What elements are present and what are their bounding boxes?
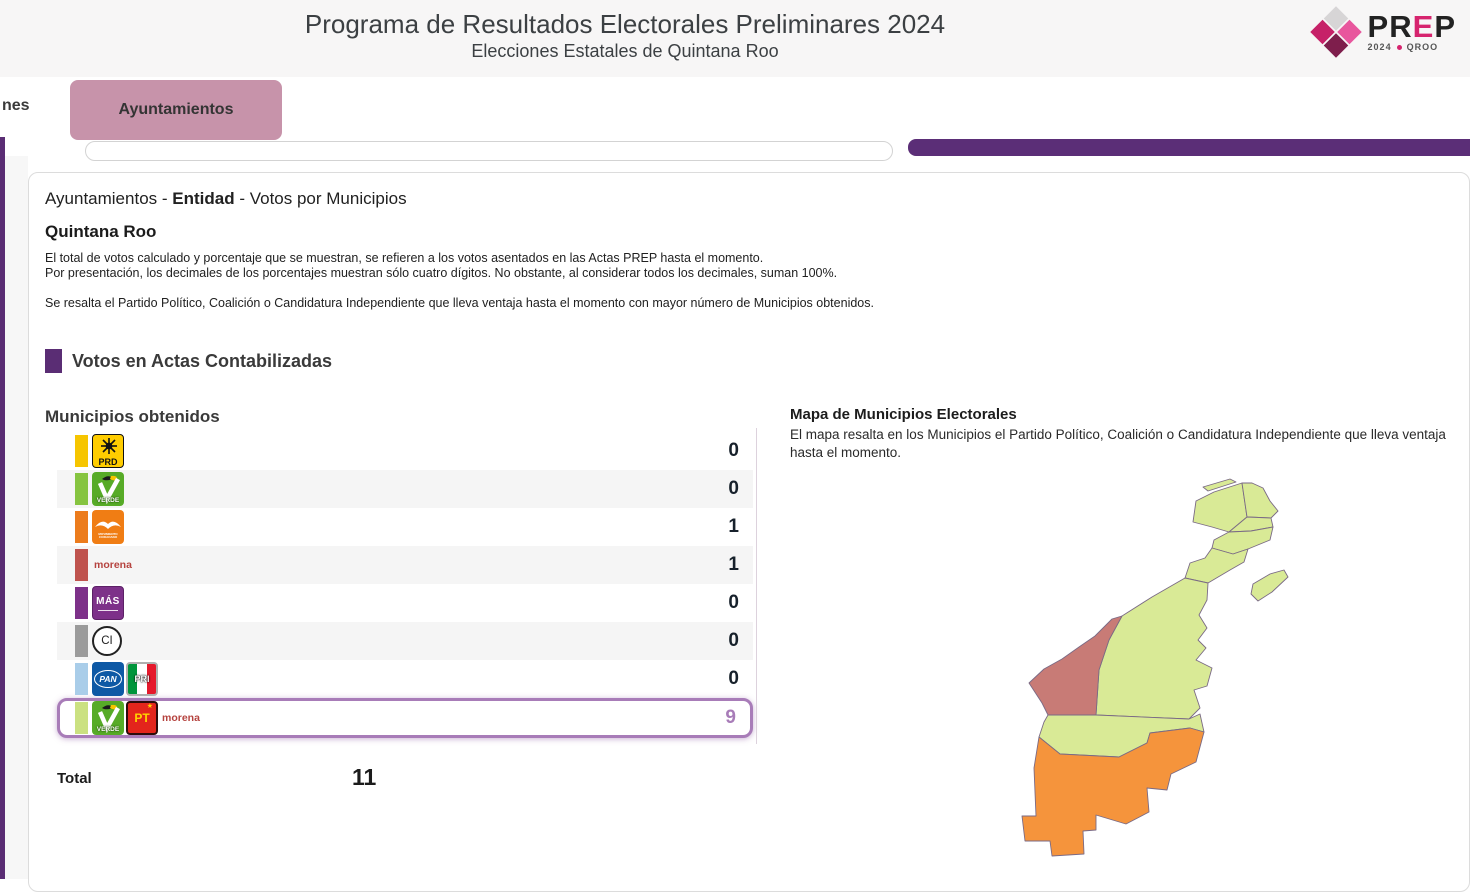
pan-logo: PAN: [92, 662, 124, 696]
municipios-count: 1: [728, 516, 739, 537]
total-value: 11: [352, 764, 377, 790]
left-gutter: [5, 156, 28, 879]
note-line-1: El total de votos calculado y porcentaje que se muestran, se refieren a los votos asentados en las Actas PREP hasta el momento.: [45, 251, 764, 265]
page-title: Programa de Resultados Electorales Preliminares 2024: [304, 9, 946, 39]
municipios-count: 0: [728, 440, 739, 461]
prep-diamond-icon: [1310, 6, 1362, 58]
party-row-verde-pt-morena: [57, 698, 753, 738]
party-row-morena: [57, 546, 753, 584]
verde-logo: VERDE: [92, 701, 124, 735]
municipality-solidaridad[interactable]: [1212, 527, 1273, 554]
prep-logo-subtext: 2024 QROO: [1367, 42, 1439, 52]
pri-logo: PRI: [126, 662, 158, 696]
breadcrumb-entidad: Entidad: [172, 189, 235, 208]
morena-logo: morena: [94, 559, 132, 571]
note-line-2: Por presentación, los decimales de los porcentajes muestran sólo cuatro dígitos. No obstante, al considerar todos los decimales, suman 100%.: [45, 266, 838, 280]
party-row-candidatura-independiente: [57, 622, 753, 660]
party-row-movimiento-ciudadano: [57, 508, 753, 546]
party-color-bar: [75, 473, 88, 505]
section-header: [45, 349, 332, 373]
breadcrumb: Ayuntamientos - Entidad - Votos por Municipios: [45, 189, 407, 208]
list-title: Municipios obtenidos: [45, 407, 220, 426]
vertical-divider: [756, 428, 757, 744]
tab-ayuntamientos[interactable]: Ayuntamientos: [70, 80, 282, 140]
pt-logo: PT ★: [126, 701, 158, 735]
total-label: Total: [57, 770, 92, 787]
prep-logo: [1310, 6, 1456, 58]
verde-logo: VERDE: [92, 472, 124, 506]
party-row-pvem: [57, 470, 753, 508]
prep-wordmark: PREP: [1367, 9, 1456, 44]
municipality-cozumel[interactable]: [1251, 570, 1288, 601]
municipios-count: 0: [728, 478, 739, 499]
page-subtitle: Elecciones Estatales de Quintana Roo: [471, 41, 779, 61]
municipality-benito-juarez[interactable]: [1242, 483, 1278, 518]
morena-logo: morena: [162, 712, 200, 724]
party-rows: [57, 432, 753, 738]
mc-logo: MOVIMIENTO CIUDADANO: [92, 510, 124, 544]
note-line-3: Se resalta el Partido Político, Coalición o Candidatura Independiente que lleva ventaja hasta el momento con mayor número de Municipios obtenidos.: [45, 296, 874, 310]
section-title: Votos en Actas Contabilizadas: [72, 350, 333, 371]
map-description: El mapa resalta en los Municipios el Partido Político, Coalición o Candidatura Independiente que lleva ventaja hasta el momento.: [790, 427, 1446, 460]
map-title: Mapa de Municipios Electorales: [790, 406, 1017, 423]
party-color-bar: [75, 663, 88, 695]
section-marker-icon: [45, 349, 62, 373]
ci-logo: CI: [92, 626, 122, 656]
mas-logo: MÁS: [92, 586, 124, 620]
party-color-bar: [75, 587, 88, 619]
party-row-pan-pri: [57, 660, 753, 698]
party-color-bar: [75, 549, 88, 581]
municipality-tulum[interactable]: [1185, 548, 1248, 583]
party-row-prd: [57, 432, 753, 470]
qroo-map: [1000, 470, 1330, 880]
party-row-mas: [57, 584, 753, 622]
purple-accent-bar: [908, 139, 1470, 156]
tab-diputaciones-partial[interactable]: nes: [2, 97, 30, 114]
municipios-count: 0: [728, 592, 739, 613]
party-color-bar: [75, 702, 88, 734]
party-color-bar: [75, 511, 88, 543]
prd-logo: PRD: [92, 434, 124, 468]
municipios-count: 0: [728, 668, 739, 689]
state-name: Quintana Roo: [45, 222, 157, 241]
municipios-count: 9: [725, 707, 736, 728]
municipality-felipe-carrillo-puerto[interactable]: [1096, 578, 1212, 719]
municipios-count: 1: [728, 554, 739, 575]
tab-bar: [0, 77, 1470, 140]
party-color-bar: [75, 625, 88, 657]
municipios-count: 0: [728, 630, 739, 651]
party-color-bar: [75, 435, 88, 467]
entity-selector-bar[interactable]: [85, 141, 893, 161]
pink-dot-icon: [1397, 45, 1402, 50]
page-header: [0, 0, 1470, 77]
